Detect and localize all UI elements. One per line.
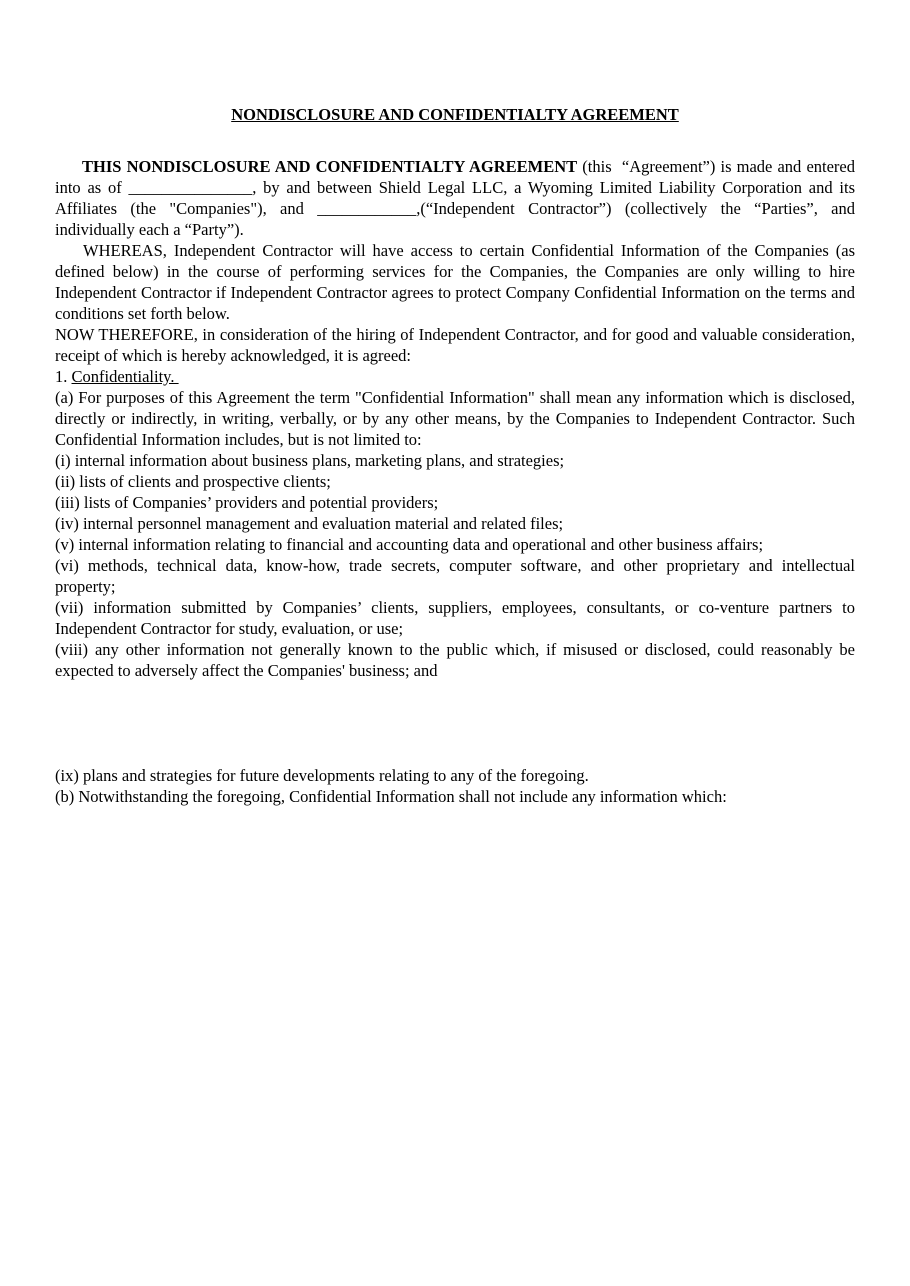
intro-paragraph (55, 156, 855, 240)
intro-bold-text: THIS NONDISCLOSURE AND CONFIDENTIALTY AGREEMENT (82, 157, 578, 176)
list-item-v: (v) internal information relating to financial and accounting data and operational and other business affairs; (55, 535, 764, 554)
section-1-title: Confidentiality. (71, 367, 179, 386)
list-item-viii: (viii) any other information not generally known to the public which, if misused or disclosed, could reasonably be expected to adversely affect the Companies' business; and (55, 640, 855, 680)
clause-a-paragraph: (a) For purposes of this Agreement the term "Confidential Information" shall mean any information which is disclosed, directly or indirectly, in writing, verbally, or by any other means, by the Companies to Independent Contractor. Such Confidential Information includes, but is not limited to: (55, 388, 855, 449)
list-item-vii: (vii) information submitted by Companies’ clients, suppliers, employees, consultants, or co-venture partners to Independent Contractor for study, evaluation, or use; (55, 598, 855, 638)
list-item-iii: (iii) lists of Companies’ providers and potential providers; (55, 493, 439, 512)
document-title (55, 104, 855, 125)
list-item-vi: (vi) methods, technical data, know-how, trade secrets, computer software, and other proprietary and intellectual property; (55, 556, 855, 596)
section-1-number: 1. (55, 367, 72, 386)
document-title-text: NONDISCLOSURE AND CONFIDENTIALTY AGREEMENT (231, 105, 679, 124)
intro-rest-text: (this “Agreement”) is made and entered into as of _______________, by and between Shield Legal LLC, a Wyoming Limited Liability Corporation and its Affiliates (the "Companies"), and ____________,(“Independent Contractor”) (collectively the “Parties”, and individually each a “Party”). (55, 157, 855, 239)
list-item-ii: (ii) lists of clients and prospective clients; (55, 472, 331, 491)
list-item-i: (i) internal information about business plans, marketing plans, and strategies; (55, 451, 565, 470)
now-therefore-clause: NOW THEREFORE, in consideration of the hiring of Independent Contractor, and for good and valuable consideration, receipt of which is hereby acknowledged, it is agreed: (55, 325, 855, 365)
list-item-iv: (iv) internal personnel management and evaluation material and related files; (55, 514, 564, 533)
list-item-ix: (ix) plans and strategies for future developments relating to any of the foregoing. (55, 766, 589, 785)
clause-b-paragraph: (b) Notwithstanding the foregoing, Confidential Information shall not include any information which: (55, 787, 727, 806)
whereas-clause: WHEREAS, Independent Contractor will have access to certain Confidential Information of the Companies (as defined below) in the course of performing services for the Companies, the Companies are only willing to hire Independent Contractor if Independent Contractor agrees to protect Company Confidential Information on the terms and conditions set forth below. (55, 241, 855, 323)
section-1-heading (55, 366, 855, 387)
